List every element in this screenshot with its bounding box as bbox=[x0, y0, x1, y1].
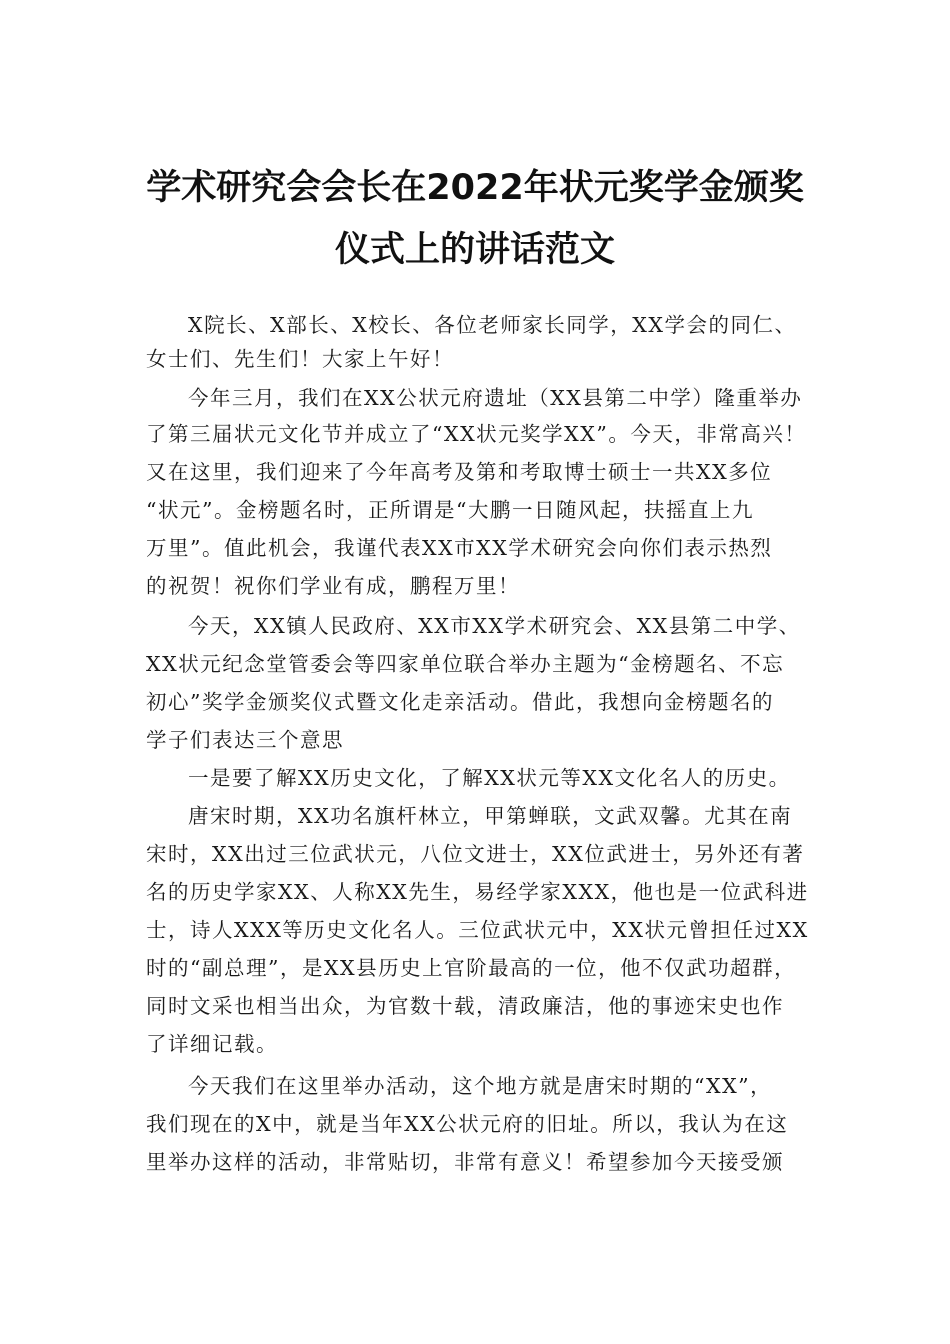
body-text-line: X院长、X部长、X校长、各位老师家长同学，XX学会的同仁、 bbox=[188, 313, 797, 337]
body-text-line: 今天，XX镇人民政府、XX市XX学术研究会、XX县第二中学、 bbox=[188, 614, 801, 638]
body-text-line: 士，诗人XXX等历史文化名人。三位武状元中，XX状元曾担任过XX bbox=[146, 918, 809, 942]
body-text-line: 的祝贺！祝你们学业有成，鹏程万里！ bbox=[146, 574, 520, 598]
body-text-line: 学子们表达三个意思 bbox=[146, 728, 344, 752]
body-text-line: 今天我们在这里举办活动，这个地方就是唐宋时期的“XX”， bbox=[188, 1074, 773, 1098]
document-title-line-2: 仪式上的讲话范文 bbox=[334, 230, 615, 270]
body-text-line: 名的历史学家XX、人称XX先生，易经学家XXX，他也是一位武科进 bbox=[146, 880, 809, 904]
body-text-line: 万里”。值此机会，我谨代表XX市XX学术研究会向你们表示热烈 bbox=[146, 536, 773, 560]
body-text-line: 了详细记载。 bbox=[146, 1032, 278, 1056]
body-text-line: 一是要了解XX历史文化，了解XX状元等XX文化名人的历史。 bbox=[188, 766, 791, 790]
body-text-line: 初心”奖学金颁奖仪式暨文化走亲活动。借此，我想向金榜题名的 bbox=[146, 690, 774, 714]
body-text-line: XX状元纪念堂管委会等四家单位联合举办主题为“金榜题名、不忘 bbox=[146, 652, 785, 676]
body-text-line: 时的“副总理”，是XX县历史上官阶最高的一位，他不仅武功超群， bbox=[146, 956, 797, 980]
body-text-line: 又在这里，我们迎来了今年高考及第和考取博士硕士一共XX多位 bbox=[146, 460, 773, 484]
body-text-line: 宋时，XX出过三位武状元，八位文进士，XX位武进士，另外还有著 bbox=[146, 842, 805, 866]
body-text-line: 我们现在的X中，就是当年XX公状元府的旧址。所以，我认为在这 bbox=[146, 1112, 789, 1136]
body-text-line: 了第三届状元文化节并成立了“XX状元奖学XX”。今天，非常高兴！ bbox=[146, 422, 807, 446]
body-text-line: 今年三月，我们在XX公状元府遗址（XX县第二中学）隆重举办 bbox=[188, 386, 803, 410]
body-text-line: “状元”。金榜题名时，正所谓是“大鹏一日随风起，扶摇直上九 bbox=[146, 498, 754, 522]
body-text-line: 同时文采也相当出众，为官数十载，清政廉洁，他的事迹宋史也作 bbox=[146, 994, 784, 1018]
body-text-line: 唐宋时期，XX功名旗杆林立，甲第蝉联，文武双馨。尤其在南 bbox=[188, 804, 793, 828]
body-text-line: 女士们、先生们！大家上午好！ bbox=[146, 347, 454, 371]
document-title-line-1: 学术研究会会长在2022年状元奖学金颁奖 bbox=[146, 168, 804, 208]
body-text-line: 里举办这样的活动，非常贴切，非常有意义！希望参加今天接受颁 bbox=[146, 1150, 784, 1174]
